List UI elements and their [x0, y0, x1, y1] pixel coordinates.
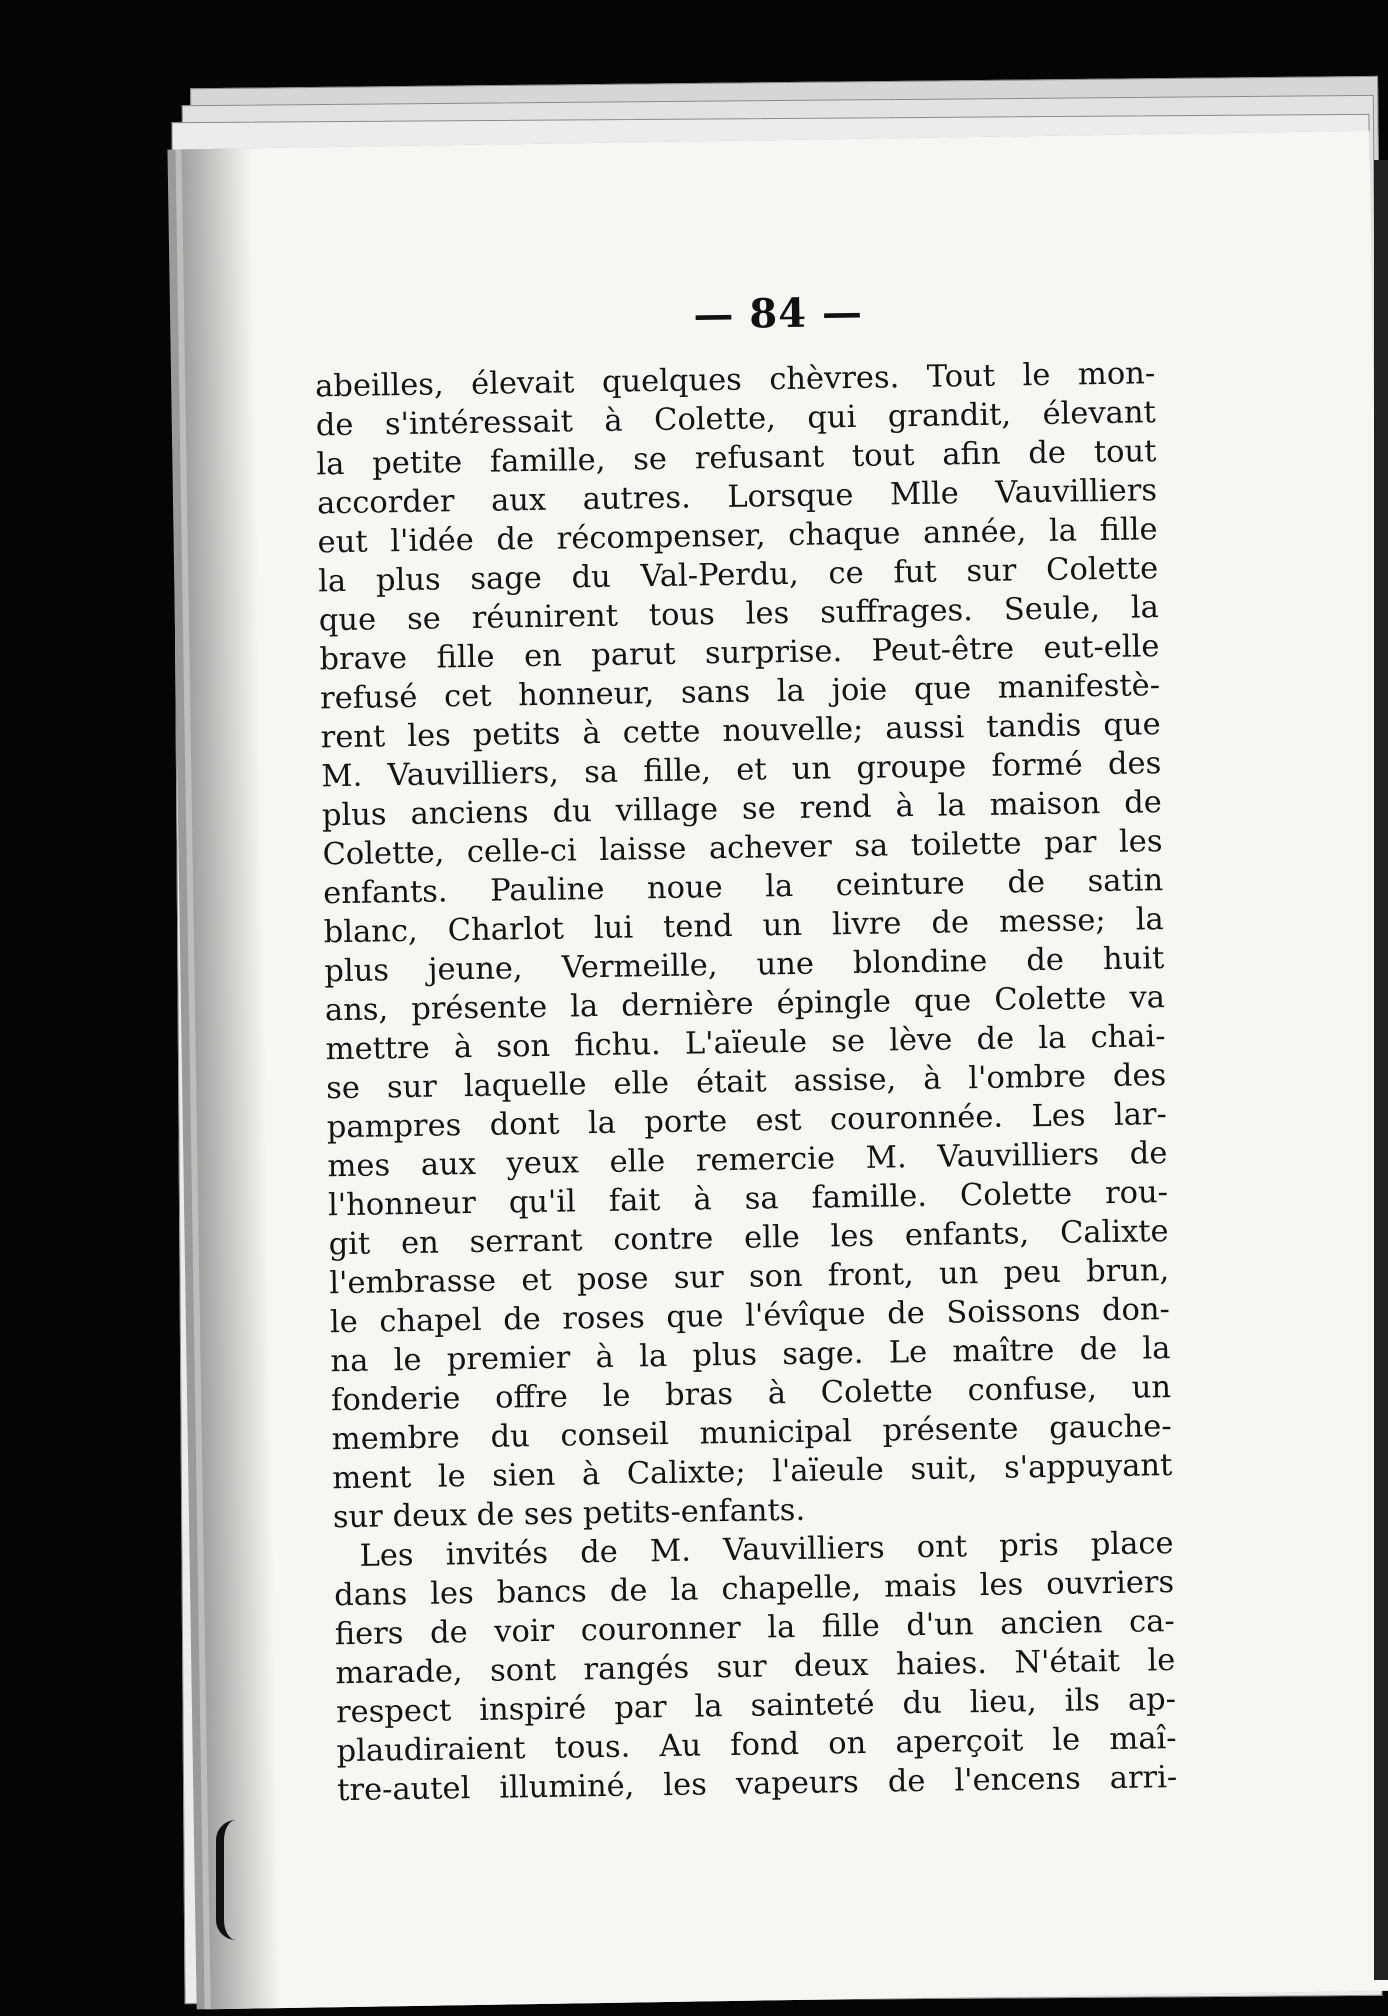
text-line: plus jeune, Vermeille, une blondine de huit: [324, 941, 1165, 990]
text-line: fiers de voir couronner la fille d'un ancien ca-: [334, 1604, 1175, 1653]
text-line: tre-autel illuminé, les vapeurs de l'encens arri-: [336, 1760, 1178, 1809]
text-line: plaudiraient tous. Au fond on aperçoit le maî-: [336, 1721, 1177, 1770]
text-line: plus anciens du village se rend à la maison de: [321, 785, 1163, 834]
text-line: blanc, Charlot lui tend un livre de messe; la: [323, 902, 1164, 951]
text-line: na le premier à la plus sage. Le maître de la: [330, 1331, 1171, 1380]
text-line: rent les petits à cette nouvelle; aussi tandis que: [320, 707, 1161, 756]
text-line: l'honneur qu'il fait à sa famille. Colette rou-: [327, 1175, 1169, 1224]
text-line: enfants. Pauline noue la ceinture de satin: [322, 863, 1164, 912]
page-number: — 84 —: [692, 288, 864, 339]
text-line: Colette, celle-ci laisse achever sa toilette par les: [322, 824, 1163, 873]
text-line: refusé cet honneur, sans la joie que manifestè-: [319, 668, 1161, 717]
text-line: marade, sont rangés sur deux haies. N'était le: [335, 1643, 1176, 1692]
text-line: mes aux yeux elle remercie M. Vauvilliers de: [327, 1136, 1168, 1185]
text-line: fonderie offre le bras à Colette confuse, un: [330, 1370, 1172, 1419]
text-line: membre du conseil municipal présente gauche-: [331, 1409, 1172, 1458]
text-line: de s'intéressait à Colette, qui grandit, élevant: [315, 395, 1156, 444]
text-line: mettre à son fichu. L'aïeule se lève de la chai-: [325, 1019, 1166, 1068]
text-line: accorder aux autres. Lorsque Mlle Vauvilliers: [316, 473, 1158, 522]
text-line: ment le sien à Calixte; l'aïeule suit, s'appuyant: [332, 1448, 1173, 1497]
text-line: brave fille en parut surprise. Peut-être eut-elle: [319, 629, 1160, 678]
text-line: la plus sage du Val-Perdu, ce fut sur Colette: [317, 551, 1159, 600]
text-line: sur deux de ses petits-enfants.: [332, 1492, 806, 1536]
text-line: Les invités de M. Vauvilliers ont pris place: [359, 1526, 1174, 1574]
text-line: le chapel de roses que l'évîque de Soissons don-: [329, 1292, 1171, 1341]
text-line: l'embrasse et pose sur son front, un peu brun,: [329, 1253, 1170, 1302]
text-line: respect inspiré par la sainteté du lieu, ils ap-: [335, 1682, 1177, 1731]
page-right-edge: [1374, 160, 1388, 1980]
page-body-text: [315, 354, 1178, 1810]
text-line: se sur laquelle elle était assise, à l'ombre des: [325, 1058, 1167, 1107]
text-line: abeilles, élevait quelques chèvres. Tout le mon-: [314, 356, 1156, 405]
text-line: pampres dont la porte est couronnée. Les lar-: [326, 1097, 1168, 1146]
text-line: dans les bancs de la chapelle, mais les ouvriers: [333, 1565, 1175, 1614]
text-line: M. Vauvilliers, sa fille, et un groupe formé des: [321, 746, 1162, 795]
text-line: ans, présente la dernière épingle que Colette va: [324, 980, 1166, 1029]
text-line: git en serrant contre elle les enfants, Calixte: [328, 1214, 1169, 1263]
page-curl: [216, 1820, 260, 1940]
text-line: eut l'idée de récompenser, chaque année, la fille: [317, 512, 1158, 561]
text-line: la petite famille, se refusant tout afin de tout: [316, 434, 1157, 483]
book-page: [181, 131, 1388, 2009]
text-line: que se réunirent tous les suffrages. Seule, la: [318, 590, 1160, 639]
